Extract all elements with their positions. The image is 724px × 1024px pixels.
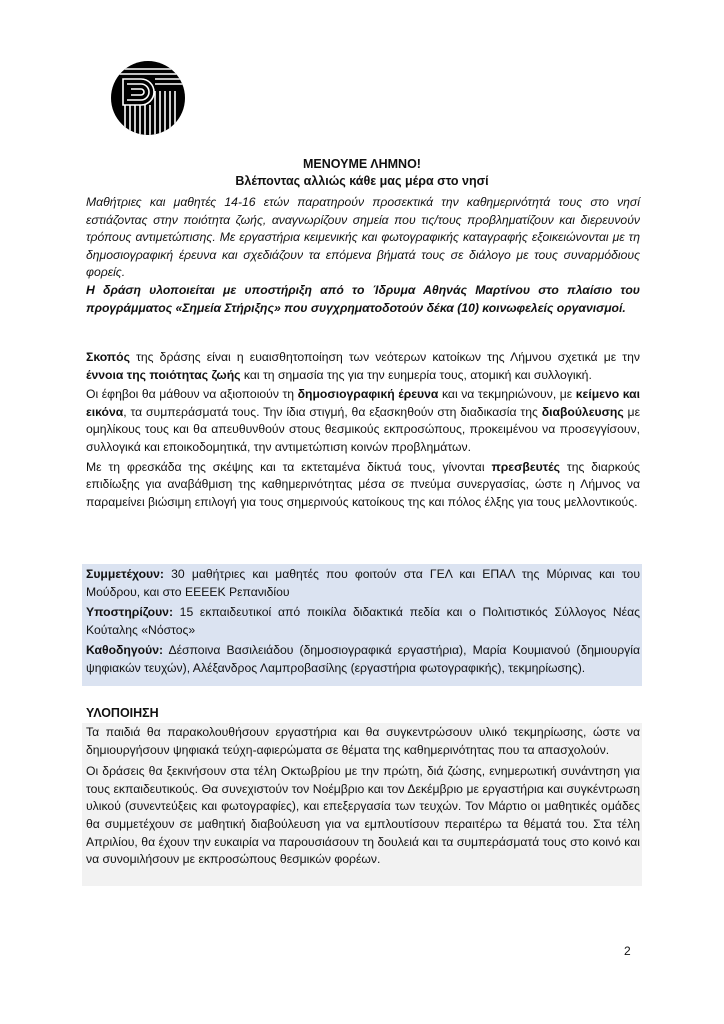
bold-text: Σκοπός xyxy=(86,350,130,364)
bold-text: πρεσβευτές xyxy=(491,459,561,474)
page-number: 2 xyxy=(624,944,631,958)
bold-text: κείμενο και εικόνα xyxy=(86,387,640,419)
label: Συμμετέχουν: xyxy=(86,567,164,581)
document-title xyxy=(0,156,724,190)
participants-section xyxy=(86,566,640,681)
supporters-item xyxy=(86,604,640,639)
skills-paragraph xyxy=(86,386,640,456)
text: , τα συμπεράσματά τους. Την ίδια στιγμή, θα εξασκηθούν στη διαδικασία της xyxy=(123,404,542,419)
text: Με τη φρεσκάδα της σκέψης και τα εκτεταμένα δίκτυά τους, γίνονται xyxy=(86,459,492,474)
text: και να τεκμηριώνουν, με xyxy=(438,387,576,402)
title-subtitle: Βλέποντας αλλιώς κάθε μας μέρα στο νησί xyxy=(235,174,489,188)
bold-text: δημοσιογραφική έρευνα xyxy=(297,387,439,402)
timeline-paragraph: Οι δράσεις θα ξεκινήσουν στα τέλη Οκτωβρίου με την πρώτη, διά ζώσης, ενημερωτική συνάντηση για τους εκπαιδευτικούς. Θα συνεχιστούν τον Νοέμβριο και τον Δεκέμβριο με εργαστήρια και συγκέντρωση υλικού (συνεντεύξεις και φωτογραφίες), και επεξεργασία των τευχών. Τον Μάρτιο οι μαθητικές ομάδες θα συμμετέχουν σε μαθητική διαβούλευση για να εμπλουτίσουν περαιτέρω τα θέματά του. Στα τέλη Απριλίου, θα έχουν την ευκαιρία να παρουσιάσουν τη δουλειά και τα συμπεράσματά τους στο κοινό και να συνομιλήσουν με εκπροσώπους θεσμικών φορέων. xyxy=(86,764,640,867)
guides-item xyxy=(86,642,640,677)
text: Δέσποινα Βασιλειάδου (δημοσιογραφικά εργαστήρια), Μαρία Κουμιανού (δημιουργία ψηφιακών τευχών), Αλέξανδρος Λαμπροβασίλης (εργαστήρια φωτογραφικής), τεκμηρίωσης). xyxy=(86,643,640,675)
bold-text: έννοια της ποιότητας ζωής xyxy=(86,367,241,382)
purpose-paragraph xyxy=(86,349,640,384)
label: Καθοδηγούν: xyxy=(86,643,164,658)
label: Υποστηρίζουν: xyxy=(86,605,174,620)
text: της δράσης είναι η ευαισθητοποίηση των νεότερων κατοίκων της Λήμνου σχετικά με την xyxy=(129,350,640,364)
main-section xyxy=(86,349,640,513)
implementation-paragraph: Τα παιδιά θα παρακολουθήσουν εργαστήρια και θα συγκεντρώσουν υλικό τεκμηρίωσης, ώστε να δημιουργήσουν ψηφιακά τεύχη-αφιερώματα σε θέματα της καθημερινότητας που τα απασχολούν. xyxy=(86,725,640,757)
text: της διαρκούς επιδίωξης για αναβάθμιση της καθημερινότητας μέσα σε πνεύμα συνεργασίας, ώστε η Λήμνος να παραμείνει βιώσιμη επιλογή για τους σημερινούς κατοίκους της και πόλος έλξης για τους μελλοντικούς. xyxy=(86,459,640,509)
support-statement: Η δράση υλοποιείται με υποστήριξη από το Ίδρυμα Αθηνάς Μαρτίνου στο πλαίσιο του προγράμματος «Σημεία Στήριξης» που συγχρηματοδοτούν δέκα (10) κοινωφελείς οργανισμοί. xyxy=(86,282,640,315)
intro-section xyxy=(86,194,640,317)
ambassadors-paragraph xyxy=(86,459,640,512)
bold-text: διαβούλευσης xyxy=(541,404,624,419)
text: με ομηλίκους τους και θα απευθυνθούν στους θεσμικούς εκπροσώπους, προκειμένου να προσεγγίσουν, συλλογικά και εποικοδομητικά, την αντιμετώπιση κοινών προβλημάτων. xyxy=(86,404,640,454)
implementation-heading: ΥΛΟΠΟΙΗΣΗ xyxy=(86,706,159,720)
text: Οι έφηβοι θα μάθουν να αξιοποιούν τη xyxy=(86,387,298,402)
participants-item xyxy=(86,566,640,601)
striped-circle-logo-icon xyxy=(111,61,185,135)
text: 15 εκπαιδευτικοί από ποικίλα διδακτικά πεδία και ο Πολιτιστικός Σύλλογος Νέας Κούταλης «Νόστος» xyxy=(86,605,640,637)
implementation-section xyxy=(86,724,640,873)
text: και τη σημασία της για την ευημερία τους, ατομική και συλλογική. xyxy=(240,367,592,382)
intro-text: Μαθήτριες και μαθητές 14-16 ετών παρατηρούν προσεκτικά την καθημερινότητά τους στο νησί εστιάζοντας στην ποιότητα ζωής, αναγνωρίζουν σημεία που τις/τους προβληματίζουν και διερευνούν τρόπους αντιμετώπισης. Με εργαστήρια κειμενικής και φωτογραφικής καταγραφής εξοικειώνονται με τη δημοσιογραφική έρευνα και σχεδιάζουν τα επόμενα βήματά τους σε διάλογο με τους συναρμόδιους φορείς. xyxy=(86,195,640,280)
text: 30 μαθήτριες και μαθητές που φοιτούν στα ΓΕΛ και ΕΠΑΛ της Μύρινας και του Μούδρου, και στο ΕΕΕΕΚ Ρεπανιδίου xyxy=(86,567,640,599)
title-main: ΜΕΝΟΥΜΕ ΛΗΜΝΟ! xyxy=(303,157,421,171)
